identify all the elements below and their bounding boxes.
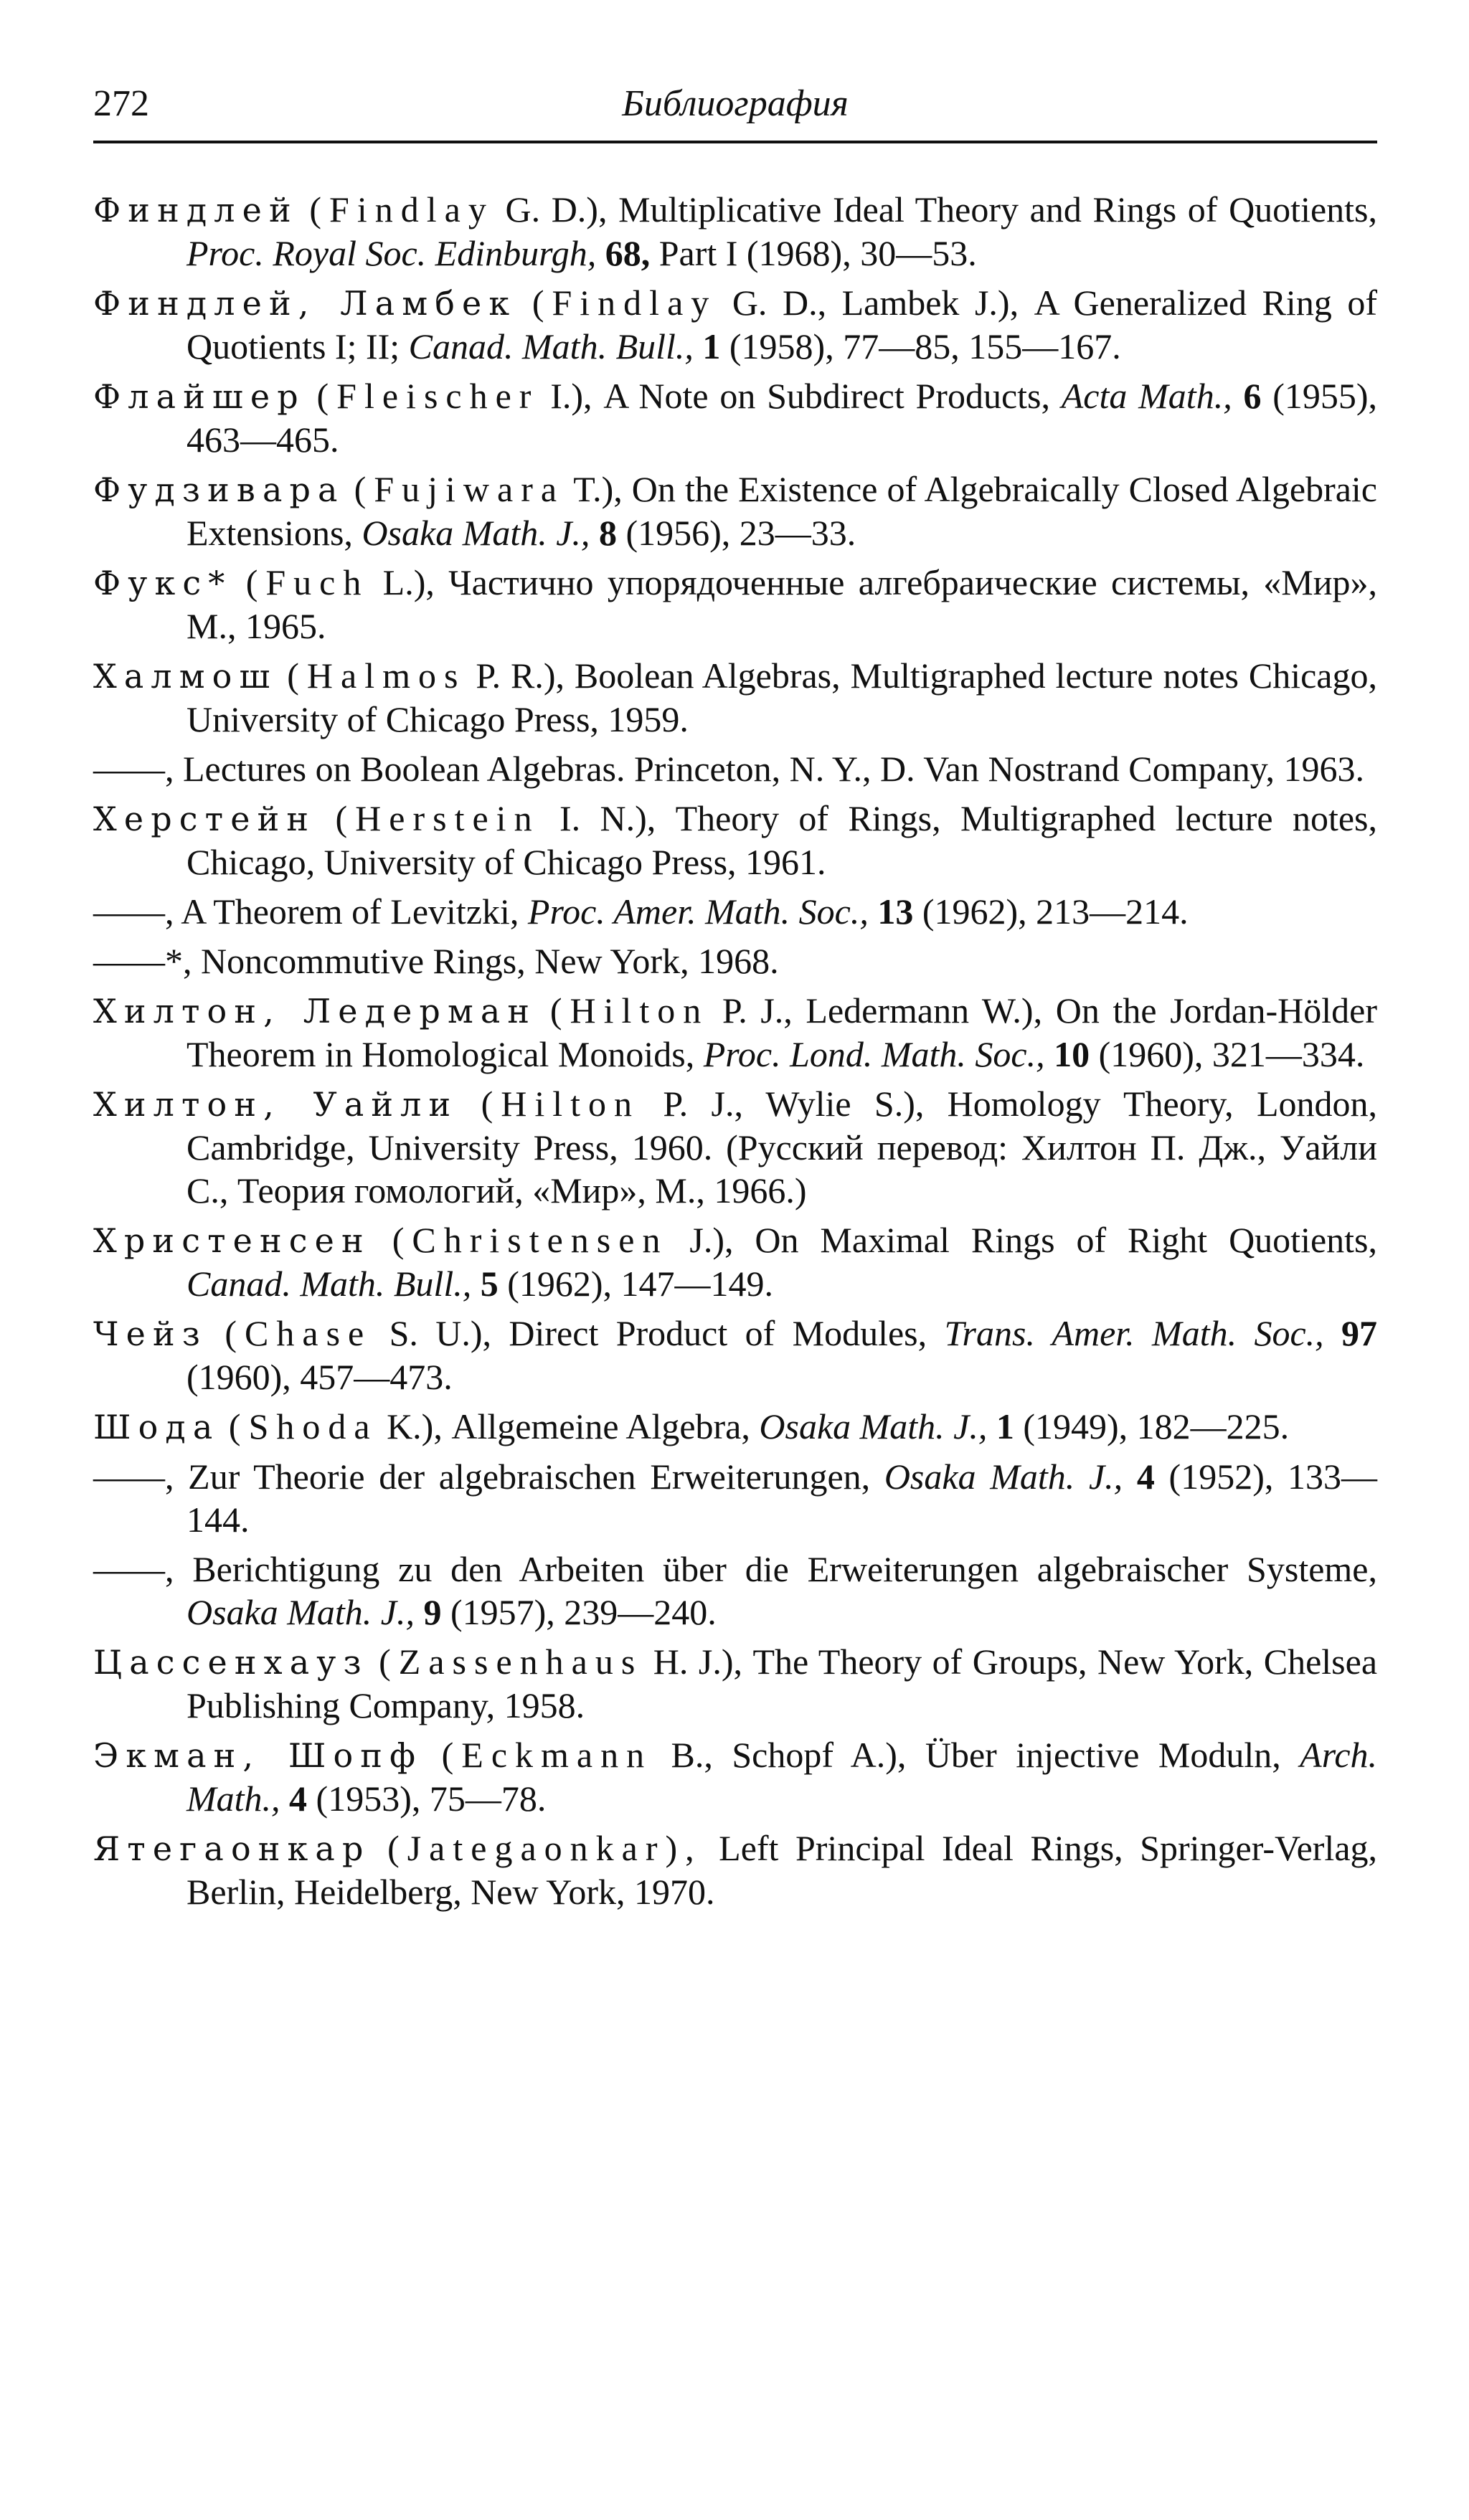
entry-text: S. U.), Direct Product of Modules, [389,1313,927,1353]
entry-volume: 6 [1243,376,1262,416]
entry-pages: (1962), 147—149. [507,1264,774,1304]
entry-volume: 13 [877,891,914,932]
bibliography-entry [93,939,1377,982]
entry-text: I.), A Note on Subdirect Products, [550,376,1050,416]
entry-dash: ——* [93,941,183,981]
entry-pages: (1960), 321—334. [1098,1034,1365,1074]
entry-volume: 9 [423,1592,442,1632]
entry-text: , Lectures on Boolean Algebras. Princeton, N. Y., D. Van Nostrand Company, 1963. [165,749,1364,789]
entry-author-ru: Халмош [93,657,278,696]
entry-author-ru: Шода [93,1408,220,1446]
entry-author-ru: Хилтон, Ледерман [93,992,537,1031]
bibliography-entry [93,281,1377,368]
page-number: 272 [93,83,149,124]
entry-text: H. J.), The Theory of Groups, New York, Chelsea Publishing Company, 1958. [186,1642,1378,1725]
entry-author-ru: Финдлей [93,191,298,229]
entry-pages: (1960), 457—473. [186,1357,453,1397]
bibliography-entry [93,989,1377,1076]
entry-pages: (1957), 239—240. [450,1592,717,1632]
entry-author-lat: (Chase [225,1313,372,1353]
entry-author-lat: (Hilton [481,1084,641,1124]
entry-text: K.), Allgemeine Algebra, [387,1406,750,1446]
entry-author-lat: (Eckmann [441,1735,653,1775]
entry-volume: 8 [598,513,617,553]
entry-author-ru: Флайшер [93,377,306,416]
entry-journal: Osaka Math. J., [186,1592,415,1632]
entry-text: Left Principal Ideal Rings, Springer-Verlag, Berlin, Heidelberg, New York, 1970. [186,1828,1378,1912]
entry-author-ru: Экман, Шопф [93,1736,423,1775]
entry-author-ru: Чейз [93,1315,208,1353]
bibliography-entry [93,1405,1377,1449]
entry-journal: Proc. Royal Soc. Edinburgh, [186,233,597,273]
entry-journal: Osaka Math. J., [362,513,590,553]
entry-pages: (1949), 182—225. [1023,1406,1290,1446]
entry-journal: Proc. Amer. Math. Soc., [527,891,869,932]
entry-text: J.), On Maximal Rings of Right Quotients, [689,1220,1378,1260]
bibliography-entry [93,1733,1377,1820]
bibliography-entry [93,1082,1377,1212]
entry-author-lat: (Fuch [245,562,369,602]
entry-author-lat: (Jategaonkar), [387,1828,702,1868]
entry-volume: 5 [480,1264,499,1304]
entry-text: I. N.), Theory of Rings, Multigraphed lecture notes, Chicago, University of Chicago Press, 1961. [186,798,1378,882]
entry-text: , Berichtigung zu den Arbeiten über die Erweiterungen algebraischer Systeme, [165,1549,1377,1589]
entry-volume: 97 [1341,1313,1378,1353]
entry-text: , Noncommutive Rings, New York, 1968. [183,941,779,981]
entry-author-lat: (Herstein [335,798,540,838]
entry-volume: 68, [605,233,651,273]
entry-pages: (1956), 23—33. [625,513,856,553]
entry-journal: Trans. Amer. Math. Soc., [944,1313,1324,1353]
entry-text: , A Theorem of Levitzki, [165,891,519,932]
entry-journal: Osaka Math. J., [759,1406,988,1446]
bibliography-entry [93,1312,1377,1398]
entry-journal: Osaka Math. J., [884,1456,1123,1497]
entry-pages: (1953), 75—78. [316,1778,547,1819]
running-title: Библиография [622,83,849,124]
entry-author-lat: (Christensen [392,1220,669,1260]
bibliography-entry [93,797,1377,884]
entry-text: P. R.), Boolean Algebras, Multigraphed lecture notes Chicago, University of Chicago Press, 1959. [186,655,1378,739]
header-rule [93,141,1377,143]
entry-author-ru: Ятегаонкар [93,1829,371,1868]
entry-journal: Canad. Math. Bull., [186,1264,472,1304]
bibliography-entry [93,890,1377,933]
entry-author-ru: Фукс* [93,564,232,602]
entry-author-lat: (Findlay [532,283,717,323]
entry-journal: Proc. Lond. Math. Soc., [703,1034,1045,1074]
entry-author-lat: (Fleischer [316,376,539,416]
bibliography-entry [93,188,1377,275]
entry-pages: (1962), 213—214. [922,891,1189,932]
entry-volume: 10 [1054,1034,1090,1074]
entry-journal: Acta Math., [1061,376,1232,416]
entry-text: P. J., Wylie S.), Homology Theory, London, Cambridge, University Press, 1960. (Русский перевод: Хилтон П. Дж., Уайли С., Теория гомологий, «Мир», М., 1966.) [186,1084,1378,1211]
entry-author-ru: Фудзивара [93,470,345,509]
entry-author-lat: (Findlay [309,189,494,229]
entry-author-ru: Цассенхауз [93,1643,369,1682]
entry-text: , Zur Theorie der algebraischen Erweiterungen, [165,1456,871,1497]
entry-author-ru: Финдлей, Ламбек [93,284,517,323]
entry-author-lat: (Zassenhaus [379,1642,643,1682]
bibliography-entry [93,1455,1377,1541]
bibliography-entry [93,747,1377,790]
entry-author-lat: (Hilton [549,990,709,1031]
bibliography-entry [93,1827,1377,1913]
bibliography-entry [93,374,1377,461]
entry-dash: —— [93,891,165,932]
entry-dash: —— [93,1549,165,1589]
entry-pages: Part I (1968), 30—53. [658,233,977,273]
bibliography-entry [93,1218,1377,1305]
entry-volume: 4 [1136,1456,1155,1497]
page-header [93,72,1377,136]
entry-dash: —— [93,1456,165,1497]
entry-pages: (1958), 77—85, 155—167. [729,326,1121,366]
entry-text: T.), On the Existence of Algebraically Closed Algebraic Extensions, [186,469,1377,553]
entry-volume: 1 [996,1406,1014,1446]
entry-author-ru: Херстейн [93,800,316,838]
entry-journal: Canad. Math. Bull., [408,326,694,366]
entry-dash: —— [93,749,165,789]
entry-text: L.), Частично упорядоченные алгебраические системы, «Мир», М., 1965. [186,562,1378,646]
bibliography-entry [93,468,1377,554]
entry-text: P. J., Ledermann W.), On the Jordan-Hölder Theorem in Homological Monoids, [186,990,1377,1074]
bibliography-entry [93,561,1377,648]
entry-text: G. D., Lambek J.), A Generalized Ring of Quotients I; II; [186,283,1378,366]
entry-pages: (1955), 463—465. [186,376,1378,460]
entry-journal: Arch. Math., [186,1735,1378,1819]
entry-volume: 1 [702,326,721,366]
bibliography-entry [93,1640,1377,1727]
entry-pages: (1952), 133—144. [186,1456,1378,1540]
entry-author-ru: Хилтон, Уайли [93,1085,458,1124]
entry-author-lat: (Fujiwara [354,469,565,509]
entry-text: G. D.), Multiplicative Ideal Theory and Rings of Quotients, [505,189,1377,229]
bibliography-entry [93,1548,1377,1634]
bibliography-list [93,188,1377,1920]
entry-author-lat: (Halmos [287,655,466,696]
entry-author-ru: Христенсен [93,1221,371,1260]
bibliography-entry [93,654,1377,741]
entry-author-lat: (Shoda [228,1406,378,1446]
entry-text: B., Schopf A.), Über injective Moduln, [671,1735,1281,1775]
entry-volume: 4 [289,1778,308,1819]
